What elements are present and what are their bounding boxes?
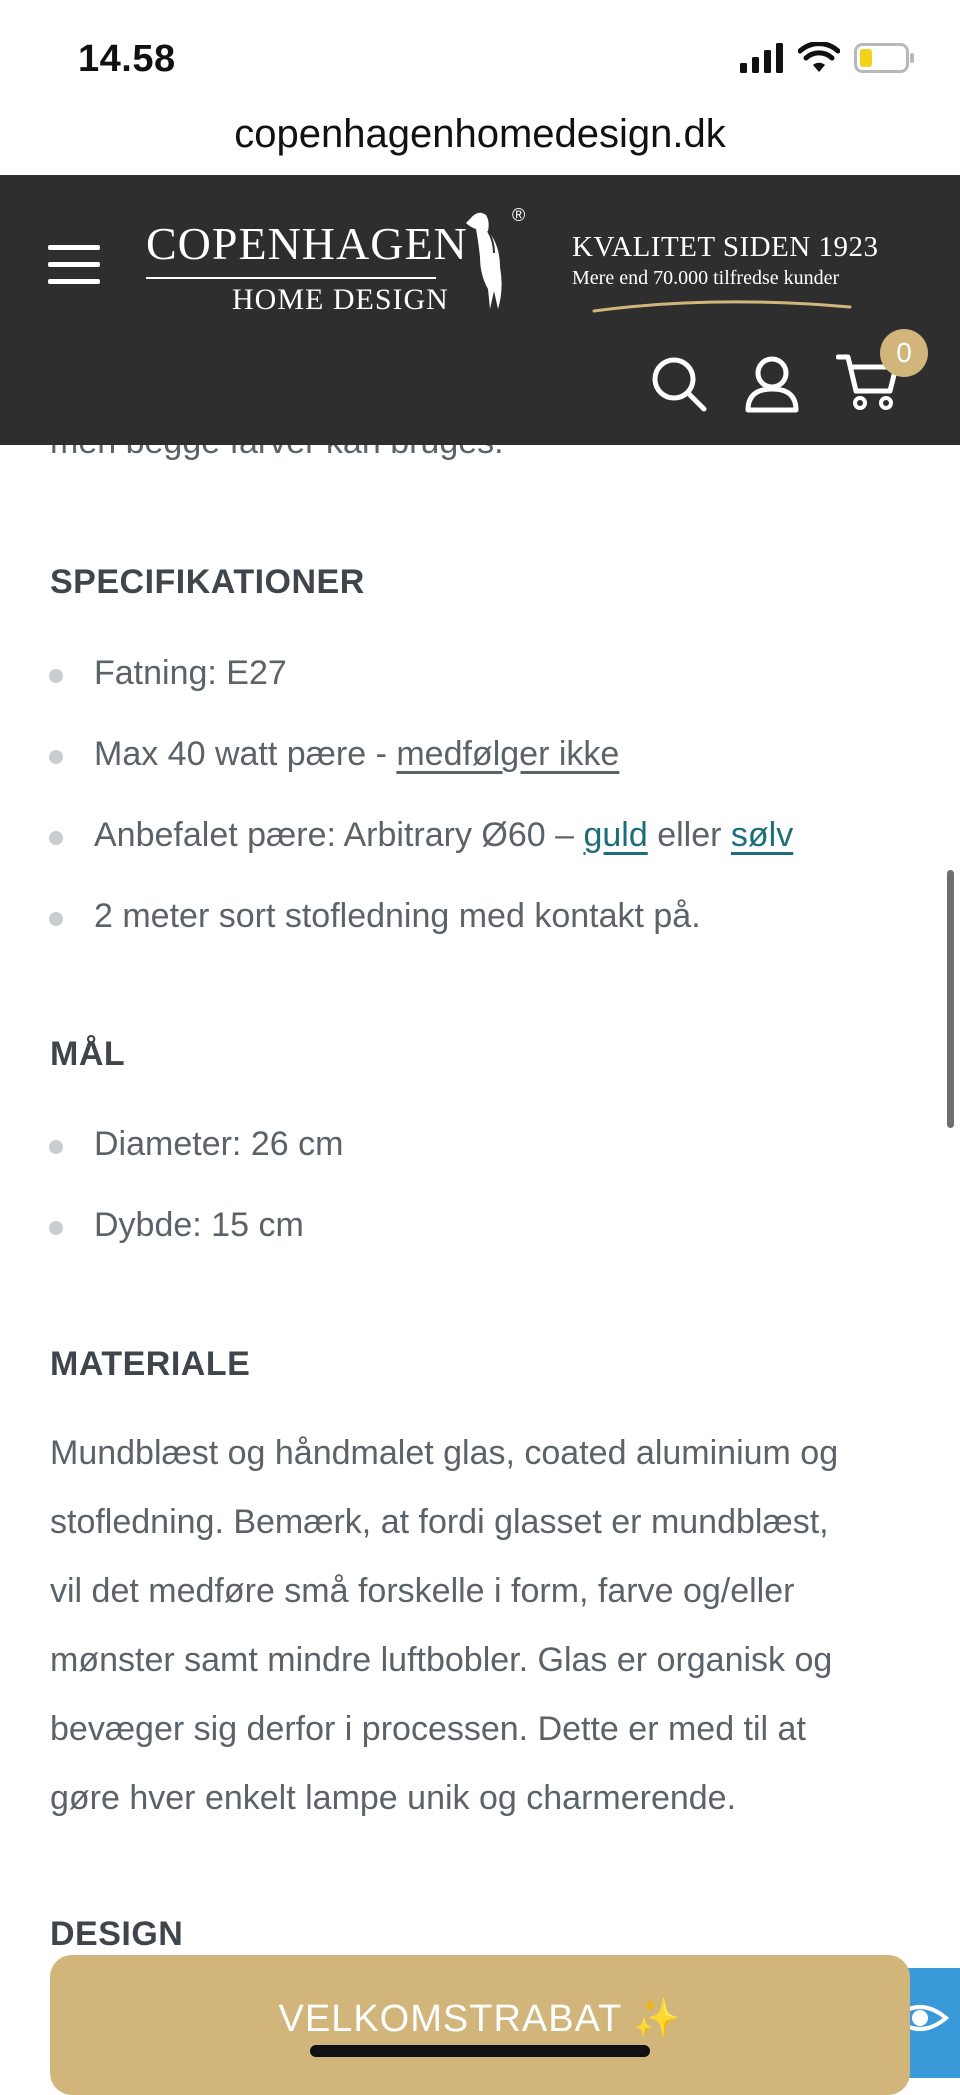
list-item bbox=[0, 650, 960, 731]
list-item-text: Diameter: 26 cm bbox=[94, 1125, 344, 1163]
tagline-title: KVALITET SIDEN 1923 bbox=[572, 231, 879, 263]
section-title-specifikationer: SPECIFIKATIONER bbox=[50, 563, 365, 601]
paragraph-line: bevæger sig derfor i processen. Dette er med til at bbox=[50, 1710, 806, 1748]
home-indicator bbox=[310, 2045, 650, 2057]
dimensions-list bbox=[0, 1121, 960, 1283]
logo-divider bbox=[146, 277, 436, 279]
list-item bbox=[0, 812, 960, 893]
list-item-text: 2 meter sort stofledning med kontakt på. bbox=[94, 897, 701, 935]
paragraph-line: Mundblæst og håndmalet glas, coated aluminium og bbox=[50, 1434, 839, 1472]
swallow-bird-icon bbox=[460, 205, 516, 315]
link-gold-bulb[interactable]: guld bbox=[583, 816, 648, 854]
registered-mark: ® bbox=[512, 205, 526, 225]
page-scrollbar[interactable] bbox=[947, 870, 954, 1128]
bullet-dot bbox=[49, 912, 63, 926]
battery-icon bbox=[854, 43, 916, 73]
section-title-maal: MÅL bbox=[50, 1035, 126, 1073]
tagline-subtitle: Mere end 70.000 tilfredse kunder bbox=[572, 267, 840, 289]
link-silver-bulb[interactable]: sølv bbox=[730, 816, 794, 854]
bullet-dot bbox=[49, 750, 63, 764]
list-item bbox=[0, 1202, 960, 1283]
search-icon[interactable] bbox=[650, 355, 708, 413]
list-item bbox=[0, 893, 960, 974]
product-description bbox=[0, 445, 960, 2078]
list-item-text bbox=[94, 735, 619, 774]
list-item bbox=[0, 1121, 960, 1202]
address-bar-url[interactable]: copenhagenhomedesign.dk bbox=[234, 112, 726, 156]
account-icon[interactable] bbox=[744, 355, 800, 413]
list-item-text: Fatning: E27 bbox=[94, 654, 287, 692]
header-actions bbox=[650, 337, 912, 416]
wifi-icon bbox=[798, 42, 840, 74]
bullet-dot bbox=[49, 669, 63, 683]
site-logo[interactable] bbox=[146, 205, 526, 345]
list-item-text-part: Max 40 watt pære - bbox=[94, 735, 397, 773]
list-item bbox=[0, 731, 960, 812]
tagline-swoosh bbox=[592, 293, 852, 315]
signal-icon bbox=[740, 43, 784, 73]
welcome-discount-label: VELKOMSTRABAT ✨ bbox=[278, 1998, 682, 2040]
paragraph-line: gøre hver enkelt lampe unik og charmerende. bbox=[50, 1779, 737, 1817]
paragraph-line: vil det medføre små forskelle i form, farve og/eller bbox=[50, 1572, 795, 1610]
status-icons bbox=[740, 42, 916, 74]
menu-icon[interactable] bbox=[48, 245, 100, 289]
bullet-dot bbox=[49, 1221, 63, 1235]
list-item-text-part: Anbefalet pære: Arbitrary Ø60 – bbox=[94, 816, 584, 854]
logo-text-top: COPENHAGEN bbox=[146, 218, 468, 269]
status-time: 14.58 bbox=[78, 38, 176, 80]
list-item-text bbox=[94, 816, 793, 855]
welcome-discount-button[interactable] bbox=[50, 1955, 910, 2095]
link-not-included[interactable]: medfølger ikke bbox=[396, 735, 620, 773]
paragraph-line: mønster samt mindre luftbobler. Glas er organisk og bbox=[50, 1641, 833, 1679]
section-title-materiale: MATERIALE bbox=[50, 1345, 251, 1383]
cart-count-badge: 0 bbox=[880, 329, 928, 377]
list-item-text-part: eller bbox=[647, 816, 731, 854]
paragraph-line: stofledning. Bemærk, at fordi glasset er mundblæst, bbox=[50, 1503, 829, 1541]
section-title-design: DESIGN bbox=[50, 1915, 184, 1953]
bullet-dot bbox=[49, 831, 63, 845]
list-item-text: Dybde: 15 cm bbox=[94, 1206, 304, 1244]
logo-text-bottom: HOME DESIGN bbox=[232, 283, 449, 316]
site-header bbox=[0, 175, 960, 445]
cart-button[interactable] bbox=[836, 337, 912, 416]
bullet-dot bbox=[49, 1140, 63, 1154]
status-bar bbox=[0, 0, 960, 156]
material-paragraph bbox=[50, 1419, 910, 1833]
spec-list bbox=[0, 650, 960, 974]
